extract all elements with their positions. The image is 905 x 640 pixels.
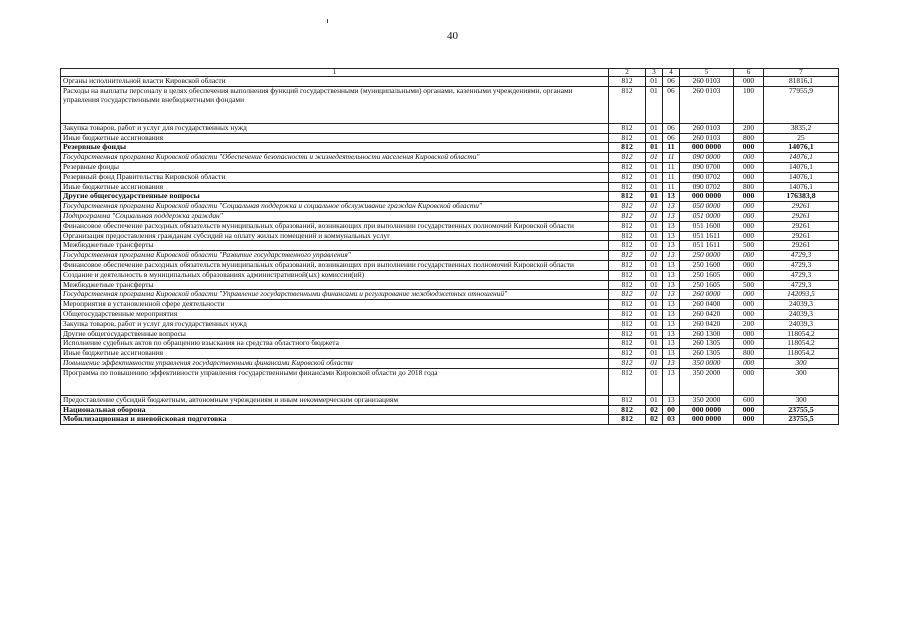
row-section-code: 02	[646, 415, 663, 425]
budget-table	[60, 68, 839, 425]
row-amount: 23755,5	[764, 415, 839, 425]
row-amount: 25	[764, 133, 839, 143]
table-row	[61, 192, 839, 202]
row-ministry-code: 812	[609, 172, 646, 182]
row-target-code: 090 0702	[680, 172, 734, 182]
row-subsection-code: 00	[663, 405, 680, 415]
row-expense-type-code: 000	[734, 339, 764, 349]
row-ministry-code: 812	[609, 309, 646, 319]
table-row	[61, 241, 839, 251]
row-description: Государственная программа Кировской области "Развитие государственного управления"	[61, 251, 609, 261]
table-row	[61, 329, 839, 339]
row-ministry-code: 812	[609, 77, 646, 87]
header-row	[61, 69, 839, 77]
row-ministry-code: 812	[609, 405, 646, 415]
table-row	[61, 231, 839, 241]
row-subsection-code: 11	[663, 182, 680, 192]
row-expense-type-code: 000	[734, 192, 764, 202]
row-ministry-code: 812	[609, 319, 646, 329]
row-description: Финансовое обеспечение расходных обязательств муниципальных образований, возникающих при выполнении государственных полномочий Кировской области	[61, 221, 609, 231]
row-target-code: 250 1605	[680, 270, 734, 280]
row-ministry-code: 812	[609, 300, 646, 310]
row-subsection-code: 13	[663, 211, 680, 221]
row-expense-type-code: 200	[734, 319, 764, 329]
row-ministry-code: 812	[609, 123, 646, 133]
table-row	[61, 270, 839, 280]
row-description: Повышение эффективности управления государственными финансами Кировской области	[61, 358, 609, 368]
row-subsection-code: 13	[663, 349, 680, 359]
row-description: Общегосударственные мероприятия	[61, 309, 609, 319]
row-target-code: 000 0000	[680, 405, 734, 415]
row-subsection-code: 13	[663, 202, 680, 212]
row-expense-type-code: 000	[734, 368, 764, 395]
row-target-code: 260 1305	[680, 339, 734, 349]
row-description: Закупка товаров, работ и услуг для государственных нужд	[61, 123, 609, 133]
row-target-code: 260 1305	[680, 349, 734, 359]
row-section-code: 01	[646, 182, 663, 192]
row-section-code: 01	[646, 143, 663, 153]
row-target-code: 090 0700	[680, 162, 734, 172]
table-row	[61, 86, 839, 123]
row-section-code: 01	[646, 172, 663, 182]
row-ministry-code: 812	[609, 162, 646, 172]
row-ministry-code: 812	[609, 260, 646, 270]
row-amount: 142093,5	[764, 290, 839, 300]
row-amount: 300	[764, 358, 839, 368]
table-row	[61, 77, 839, 87]
row-description: Программа по повышению эффективности управления государственными финансами Кировской области до 2018 года	[61, 368, 609, 395]
row-description: Резервные фонды	[61, 143, 609, 153]
row-subsection-code: 13	[663, 260, 680, 270]
header-cell: 3	[646, 69, 663, 77]
row-subsection-code: 13	[663, 270, 680, 280]
row-expense-type-code: 800	[734, 182, 764, 192]
row-description: Государственная программа Кировской области "Социальная поддержка и социальное обслуживание граждан Кировской области"	[61, 202, 609, 212]
row-subsection-code: 06	[663, 77, 680, 87]
row-expense-type-code: 200	[734, 123, 764, 133]
row-amount: 23755,5	[764, 405, 839, 415]
row-target-code: 000 0000	[680, 192, 734, 202]
row-ministry-code: 812	[609, 395, 646, 405]
row-section-code: 01	[646, 153, 663, 163]
row-subsection-code: 13	[663, 251, 680, 261]
row-ministry-code: 812	[609, 339, 646, 349]
row-amount: 4729,3	[764, 270, 839, 280]
header-cell: 4	[663, 69, 680, 77]
table-row	[61, 211, 839, 221]
row-section-code: 01	[646, 368, 663, 395]
row-amount: 24039,3	[764, 309, 839, 319]
row-subsection-code: 13	[663, 329, 680, 339]
row-subsection-code: 06	[663, 133, 680, 143]
row-target-code: 260 1300	[680, 329, 734, 339]
row-expense-type-code: 100	[734, 86, 764, 123]
row-expense-type-code: 000	[734, 358, 764, 368]
row-target-code: 050 0000	[680, 202, 734, 212]
row-amount: 29261	[764, 202, 839, 212]
row-ministry-code: 812	[609, 182, 646, 192]
row-amount: 77955,9	[764, 86, 839, 123]
row-ministry-code: 812	[609, 349, 646, 359]
row-target-code: 350 2000	[680, 368, 734, 395]
row-amount: 14076,1	[764, 182, 839, 192]
row-target-code: 260 0420	[680, 309, 734, 319]
row-section-code: 01	[646, 270, 663, 280]
row-section-code: 01	[646, 251, 663, 261]
row-expense-type-code: 000	[734, 405, 764, 415]
row-description: Мероприятия в установленной сфере деятельности	[61, 300, 609, 310]
table-row	[61, 280, 839, 290]
row-amount: 4729,3	[764, 260, 839, 270]
table-row	[61, 260, 839, 270]
row-target-code: 051 1611	[680, 231, 734, 241]
row-expense-type-code: 000	[734, 221, 764, 231]
row-section-code: 01	[646, 221, 663, 231]
table-row	[61, 368, 839, 395]
row-subsection-code: 13	[663, 290, 680, 300]
row-expense-type-code: 000	[734, 231, 764, 241]
row-expense-type-code: 000	[734, 309, 764, 319]
row-subsection-code: 11	[663, 162, 680, 172]
row-target-code: 260 0103	[680, 133, 734, 143]
table-row	[61, 349, 839, 359]
row-expense-type-code: 000	[734, 202, 764, 212]
table-row	[61, 339, 839, 349]
table-body	[61, 77, 839, 425]
header-cell: 7	[764, 69, 839, 77]
table-row	[61, 309, 839, 319]
row-subsection-code: 13	[663, 319, 680, 329]
row-expense-type-code: 000	[734, 153, 764, 163]
row-section-code: 01	[646, 241, 663, 251]
row-ministry-code: 812	[609, 358, 646, 368]
row-description: Финансовое обеспечение расходных обязательств муниципальных образований, возникающих при выполнении государственных полномочий Кировской области	[61, 260, 609, 270]
table-row	[61, 251, 839, 261]
row-expense-type-code: 000	[734, 270, 764, 280]
row-target-code: 260 0103	[680, 77, 734, 87]
row-ministry-code: 812	[609, 211, 646, 221]
row-section-code: 01	[646, 329, 663, 339]
row-section-code: 01	[646, 309, 663, 319]
row-section-code: 01	[646, 349, 663, 359]
table-row	[61, 162, 839, 172]
row-subsection-code: 06	[663, 86, 680, 123]
row-description: Иные бюджетные ассигнования	[61, 349, 609, 359]
header-cell: 1	[61, 69, 609, 77]
row-description: Национальная оборона	[61, 405, 609, 415]
scan-mark	[327, 19, 328, 23]
row-subsection-code: 13	[663, 300, 680, 310]
row-expense-type-code: 000	[734, 211, 764, 221]
table-row	[61, 143, 839, 153]
row-description: Создание и деятельность в муниципальных образованиях административной(ых) комиссии(ий)	[61, 270, 609, 280]
row-section-code: 01	[646, 280, 663, 290]
table-row	[61, 221, 839, 231]
row-section-code: 01	[646, 211, 663, 221]
row-expense-type-code: 800	[734, 133, 764, 143]
row-section-code: 01	[646, 162, 663, 172]
row-subsection-code: 13	[663, 280, 680, 290]
table-row	[61, 182, 839, 192]
row-amount: 3835,2	[764, 123, 839, 133]
row-target-code: 260 0103	[680, 86, 734, 123]
row-description: Закупка товаров, работ и услуг для государственных нужд	[61, 319, 609, 329]
table-row	[61, 300, 839, 310]
row-section-code: 01	[646, 77, 663, 87]
row-section-code: 01	[646, 192, 663, 202]
row-description: Межбюджетные трансферты	[61, 280, 609, 290]
row-target-code: 350 0000	[680, 358, 734, 368]
row-section-code: 01	[646, 202, 663, 212]
row-section-code: 01	[646, 123, 663, 133]
row-section-code: 01	[646, 231, 663, 241]
table-row	[61, 172, 839, 182]
table-row	[61, 133, 839, 143]
row-subsection-code: 13	[663, 395, 680, 405]
row-amount: 118054,2	[764, 329, 839, 339]
row-target-code: 250 1605	[680, 280, 734, 290]
row-ministry-code: 812	[609, 192, 646, 202]
row-amount: 14076,1	[764, 153, 839, 163]
table-row	[61, 202, 839, 212]
row-expense-type-code: 600	[734, 395, 764, 405]
row-target-code: 350 2000	[680, 395, 734, 405]
row-description: Межбюджетные трансферты	[61, 241, 609, 251]
row-description: Предоставление субсидий бюджетным, автономным учреждениям и иным некоммерческим организациям	[61, 395, 609, 405]
row-subsection-code: 03	[663, 415, 680, 425]
row-ministry-code: 812	[609, 231, 646, 241]
row-ministry-code: 812	[609, 221, 646, 231]
row-expense-type-code: 000	[734, 300, 764, 310]
row-amount: 4729,3	[764, 280, 839, 290]
row-description: Иные бюджетные ассигнования	[61, 182, 609, 192]
row-target-code: 250 0000	[680, 251, 734, 261]
row-amount: 24039,3	[764, 300, 839, 310]
row-description: Резервные фонды	[61, 162, 609, 172]
row-section-code: 01	[646, 260, 663, 270]
row-amount: 14076,1	[764, 143, 839, 153]
row-section-code: 01	[646, 300, 663, 310]
row-expense-type-code: 000	[734, 143, 764, 153]
row-description: Организация предоставления гражданам субсидий на оплату жилых помещений и коммунальных услуг	[61, 231, 609, 241]
row-ministry-code: 812	[609, 153, 646, 163]
row-expense-type-code: 000	[734, 172, 764, 182]
table-row	[61, 415, 839, 425]
row-target-code: 260 0420	[680, 319, 734, 329]
row-subsection-code: 11	[663, 153, 680, 163]
row-expense-type-code: 000	[734, 162, 764, 172]
row-amount: 118054,2	[764, 349, 839, 359]
row-ministry-code: 812	[609, 329, 646, 339]
row-description: Исполнение судебных актов по обращению взыскания на средства областного бюджета	[61, 339, 609, 349]
row-subsection-code: 13	[663, 368, 680, 395]
row-section-code: 01	[646, 358, 663, 368]
row-description: Государственная программа Кировской области "Обеспечение безопасности и жизнедеятельности населения Кировской области"	[61, 153, 609, 163]
row-ministry-code: 812	[609, 143, 646, 153]
row-ministry-code: 812	[609, 202, 646, 212]
header-cell: 5	[680, 69, 734, 77]
row-target-code: 260 0103	[680, 123, 734, 133]
row-section-code: 01	[646, 339, 663, 349]
row-target-code: 000 0000	[680, 415, 734, 425]
row-description: Другие общегосударственные вопросы	[61, 329, 609, 339]
row-target-code: 000 0000	[680, 143, 734, 153]
row-amount: 29261	[764, 231, 839, 241]
row-amount: 300	[764, 395, 839, 405]
row-description: Подпрограмма "Социальная поддержка граждан"	[61, 211, 609, 221]
header-cell: 2	[609, 69, 646, 77]
row-target-code: 260 0400	[680, 300, 734, 310]
row-ministry-code: 812	[609, 251, 646, 261]
row-expense-type-code: 000	[734, 329, 764, 339]
row-subsection-code: 11	[663, 172, 680, 182]
row-description: Мобилизационная и вневойсковая подготовка	[61, 415, 609, 425]
row-section-code: 01	[646, 290, 663, 300]
row-ministry-code: 812	[609, 270, 646, 280]
row-amount: 300	[764, 368, 839, 395]
row-ministry-code: 812	[609, 368, 646, 395]
row-section-code: 01	[646, 319, 663, 329]
row-amount: 4729,3	[764, 251, 839, 261]
row-subsection-code: 13	[663, 192, 680, 202]
row-subsection-code: 13	[663, 241, 680, 251]
row-section-code: 01	[646, 133, 663, 143]
row-description: Государственная программа Кировской области "Управление государственными финансами и регулирование межбюджетных отношений"	[61, 290, 609, 300]
row-subsection-code: 13	[663, 221, 680, 231]
row-description: Другие общегосударственные вопросы	[61, 192, 609, 202]
row-amount: 29261	[764, 211, 839, 221]
page-number: 40	[447, 30, 458, 42]
row-ministry-code: 812	[609, 415, 646, 425]
row-target-code: 051 1600	[680, 221, 734, 231]
row-subsection-code: 11	[663, 143, 680, 153]
row-section-code: 01	[646, 86, 663, 123]
row-amount: 118054,2	[764, 339, 839, 349]
row-expense-type-code: 000	[734, 260, 764, 270]
table-row	[61, 358, 839, 368]
table-row	[61, 319, 839, 329]
row-amount: 29261	[764, 221, 839, 231]
row-expense-type-code: 800	[734, 349, 764, 359]
row-description: Расходы на выплаты персоналу в целях обеспечения выполнения функций государственными (муниципальными) органами, казенными учреждениями, органами управления государственными внебюджетными фондами	[61, 86, 609, 123]
row-section-code: 02	[646, 405, 663, 415]
row-target-code: 051 0000	[680, 211, 734, 221]
row-expense-type-code: 000	[734, 77, 764, 87]
header-cell: 6	[734, 69, 764, 77]
row-subsection-code: 13	[663, 309, 680, 319]
row-subsection-code: 13	[663, 339, 680, 349]
row-amount: 29261	[764, 241, 839, 251]
row-subsection-code: 13	[663, 231, 680, 241]
row-amount: 81816,1	[764, 77, 839, 87]
row-target-code: 260 0000	[680, 290, 734, 300]
row-amount: 14076,1	[764, 162, 839, 172]
row-amount: 176383,8	[764, 192, 839, 202]
table-row	[61, 290, 839, 300]
row-ministry-code: 812	[609, 290, 646, 300]
row-ministry-code: 812	[609, 86, 646, 123]
row-subsection-code: 06	[663, 123, 680, 133]
row-amount: 24039,3	[764, 319, 839, 329]
table-row	[61, 153, 839, 163]
table-row	[61, 405, 839, 415]
row-ministry-code: 812	[609, 241, 646, 251]
row-expense-type-code: 000	[734, 251, 764, 261]
table-row	[61, 123, 839, 133]
row-expense-type-code: 500	[734, 280, 764, 290]
row-target-code: 090 0702	[680, 182, 734, 192]
row-amount: 14076,1	[764, 172, 839, 182]
row-target-code: 090 0000	[680, 153, 734, 163]
row-subsection-code: 13	[663, 358, 680, 368]
row-expense-type-code: 000	[734, 415, 764, 425]
row-description: Органы исполнительной власти Кировской области	[61, 77, 609, 87]
row-expense-type-code: 500	[734, 241, 764, 251]
row-target-code: 051 1611	[680, 241, 734, 251]
table-row	[61, 395, 839, 405]
row-description: Резервный фонд Правительства Кировской области	[61, 172, 609, 182]
row-ministry-code: 812	[609, 280, 646, 290]
row-ministry-code: 812	[609, 133, 646, 143]
row-description: Иные бюджетные ассигнования	[61, 133, 609, 143]
row-section-code: 01	[646, 395, 663, 405]
row-target-code: 250 1600	[680, 260, 734, 270]
row-expense-type-code: 000	[734, 290, 764, 300]
